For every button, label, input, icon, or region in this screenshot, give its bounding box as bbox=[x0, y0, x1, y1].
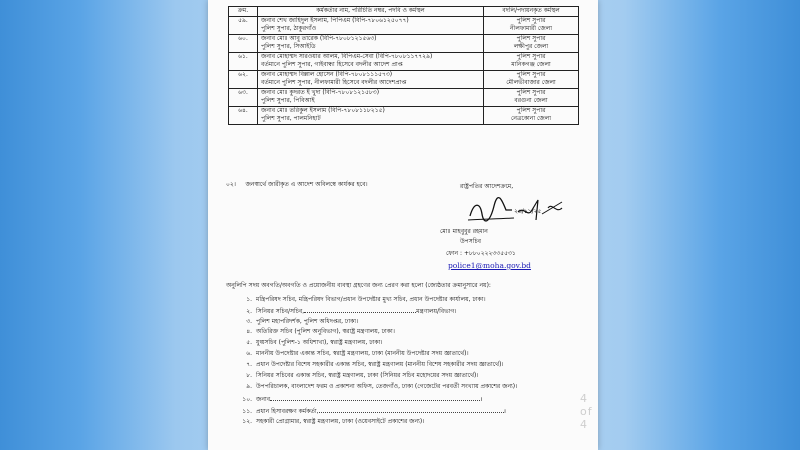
copy-item: ৪. অতিরিক্ত সচিব (পুলিশ অনুবিভাগ), স্বরাষ্ট্র মন্ত্রণালয়, ঢাকা। bbox=[246, 328, 395, 335]
copy-item: ১. মন্ত্রিপরিষদ সচিব, মন্ত্রিপরিষদ বিভাগ/প্রধান উপদেষ্টার মুখ্য সচিব, প্রধান উপদেষ্টার কার্যালয়, ঢাকা। bbox=[246, 296, 486, 303]
table-row bbox=[229, 71, 579, 89]
row-officer: জনাব মোঃ আবু তারেক (বিপি-৭৮০৮১২১৫৬৩) পুলিশ সুপার, সিআইডি bbox=[258, 35, 484, 53]
paragraph-02 bbox=[226, 181, 368, 189]
paragraph-number: ০২। bbox=[226, 181, 236, 188]
row-officer: জনাব মোঃ তরিকুল ইসলাম (বিপি-৭৮০৮১১৮২১৫) পুলিশ সুপার, পালমনিহাট bbox=[258, 107, 484, 125]
table-header-row bbox=[229, 7, 579, 17]
copy-item: ৫. যুগ্মসচিব (পুলিশ-১ অধিশাখা), স্বরাষ্ট্র মন্ত্রণালয়, ঢাকা। bbox=[246, 339, 383, 346]
copy-intro: অনুলিপি সদয় অবগতি/অবগতি ও প্রয়োজনীয় ব্যবস্থা গ্রহণের জন্য প্রেরণ করা হলো (জ্যেষ্ঠতার ক্রমানুসারে নয়): bbox=[226, 282, 491, 289]
header-officer: কর্মকর্তার নাম, পরিচিতি নম্বর, পদবি ও কর্মস্থল bbox=[258, 7, 484, 17]
table-row bbox=[229, 35, 579, 53]
table-row bbox=[229, 89, 579, 107]
copy-item: ১০. জনাব । bbox=[242, 396, 483, 403]
row-serial: ৫৯. bbox=[229, 17, 258, 35]
row-serial: ৬১. bbox=[229, 53, 258, 71]
page-count-watermark: 4 of 4 bbox=[580, 392, 593, 431]
document-page bbox=[208, 0, 598, 450]
row-posting: পুলিশ সুপার বরগুনা জেলা bbox=[484, 89, 579, 107]
row-serial: ৬৪. bbox=[229, 107, 258, 125]
row-posting: পুলিশ সুপার মানিকগঞ্জ জেলা bbox=[484, 53, 579, 71]
row-posting: পুলিশ সুপার নীলফামারী জেলা bbox=[484, 17, 579, 35]
blank-fill-line bbox=[319, 406, 504, 413]
row-officer: জনাব মোহাম্মদ বিল্লাল হোসেন (বিপি-৭৮০৮১১১৫৭৩) বর্তমানে পুলিশ সুপার, নীলফামারী হিসেবে বদলীর আদেশপ্রাপ্ত bbox=[258, 71, 484, 89]
row-officer: জনাব মোঃ কুদরত ই খুদা (বিপি-৭৮০৮১২১৫৮৩) পুলিশ সুপার, পিবিআই bbox=[258, 89, 484, 107]
table-row bbox=[229, 53, 579, 71]
copy-item: ৯. উপপরিচালক, বাংলাদেশ ফরম ও প্রকাশনা অফিস, তেজগাঁও, ঢাকা (গেজেটের পরবর্তী সংখ্যায় প্রকাশের জন্য)। bbox=[246, 383, 518, 390]
paragraph-text: জনস্বার্থে জারীকৃত এ আদেশ অবিলম্বে কার্যকর হবে। bbox=[245, 181, 368, 188]
table-row bbox=[229, 107, 579, 125]
row-posting: পুলিশ সুপার মৌলভীবাজার জেলা bbox=[484, 71, 579, 89]
header-posting: বদলি/পদায়নকৃত কর্মস্থল bbox=[484, 7, 579, 17]
signatory-designation: উপসচিব bbox=[460, 238, 482, 245]
copy-item: ৭. প্রধান উপদেষ্টার বিশেষ সহকারীর একান্ত সচিব, স্বরাষ্ট্র মন্ত্রণালয় (মাননীয় বিশেষ সহকারীর সদয় জ্ঞাতার্থে)। bbox=[246, 361, 504, 368]
copy-item: ২. সিনিয়র সচিব/সচিব, মন্ত্রণালয়/বিভাগ। bbox=[246, 308, 457, 315]
row-serial: ৬০. bbox=[229, 35, 258, 53]
row-posting: পুলিশ সুপার লক্ষীপুর জেলা bbox=[484, 35, 579, 53]
email-link[interactable]: police1@moha.gov.bd bbox=[448, 261, 531, 270]
row-officer: জনাব শেখ জাহিদুল ইসলাম, পিপিএম (বিপি-৭৮০৬১২৫০৭৭) পুলিশ সুপার, ঠাকুরগাঁও bbox=[258, 17, 484, 35]
blank-fill-line bbox=[304, 306, 416, 313]
phone-number: ফোন : +৮৮০২২২৩৩৫৫৩১ bbox=[446, 250, 516, 257]
copy-item: ৬. মাননীয় উপদেষ্টার একান্ত সচিব, স্বরাষ্ট্র মন্ত্রণালয়, ঢাকা (মাননীয় উপদেষ্টার সদয় জ্ঞাতার্থে)। bbox=[246, 350, 469, 357]
row-serial: ৬২. bbox=[229, 71, 258, 89]
copy-item: ১২. সহকারী প্রোগ্রামার, স্বরাষ্ট্র মন্ত্রণালয়, ঢাকা (ওয়েবসাইটে প্রকাশের জন্য)। bbox=[242, 418, 425, 425]
copy-item: ৩. পুলিশ মহাপরিদর্শক, পুলিশ অধিদপ্তর, ঢাকা। bbox=[246, 318, 359, 325]
copy-item: ৮. সিনিয়র সচিবের একান্ত সচিব, স্বরাষ্ট্র মন্ত্রণালয়, ঢাকা (সিনিয়র সচিব মহোদয়ের সদয় জ্ঞাতার্থে)। bbox=[246, 372, 479, 379]
row-serial: ৬৩. bbox=[229, 89, 258, 107]
row-officer: জনাব মোহাম্মদ সারওয়ার আলম, বিপিএম-সেবা (বিপি-৭৮০৮১১৭৭২৯) বর্তমানে পুলিশ সুপার, গাইবান্ধা হিসেবে বদলীর আদেশ প্রাপ্ত bbox=[258, 53, 484, 71]
signatory-name: মোঃ মাহবুবুর রহমান bbox=[440, 228, 488, 235]
by-order-line: রাষ্ট্রপতির আদেশক্রমে, bbox=[460, 183, 514, 190]
header-serial: ক্রম. bbox=[229, 7, 258, 17]
table-row bbox=[229, 17, 579, 35]
blank-fill-line bbox=[270, 394, 480, 401]
signature-date: ২৬/১১/২৫ bbox=[514, 208, 542, 215]
copy-item: ১১. প্রধান হিসাবরক্ষণ কর্মকর্তা, । bbox=[242, 408, 506, 415]
transfer-table bbox=[228, 6, 579, 125]
row-posting: পুলিশ সুপার নেত্রকোনা জেলা bbox=[484, 107, 579, 125]
